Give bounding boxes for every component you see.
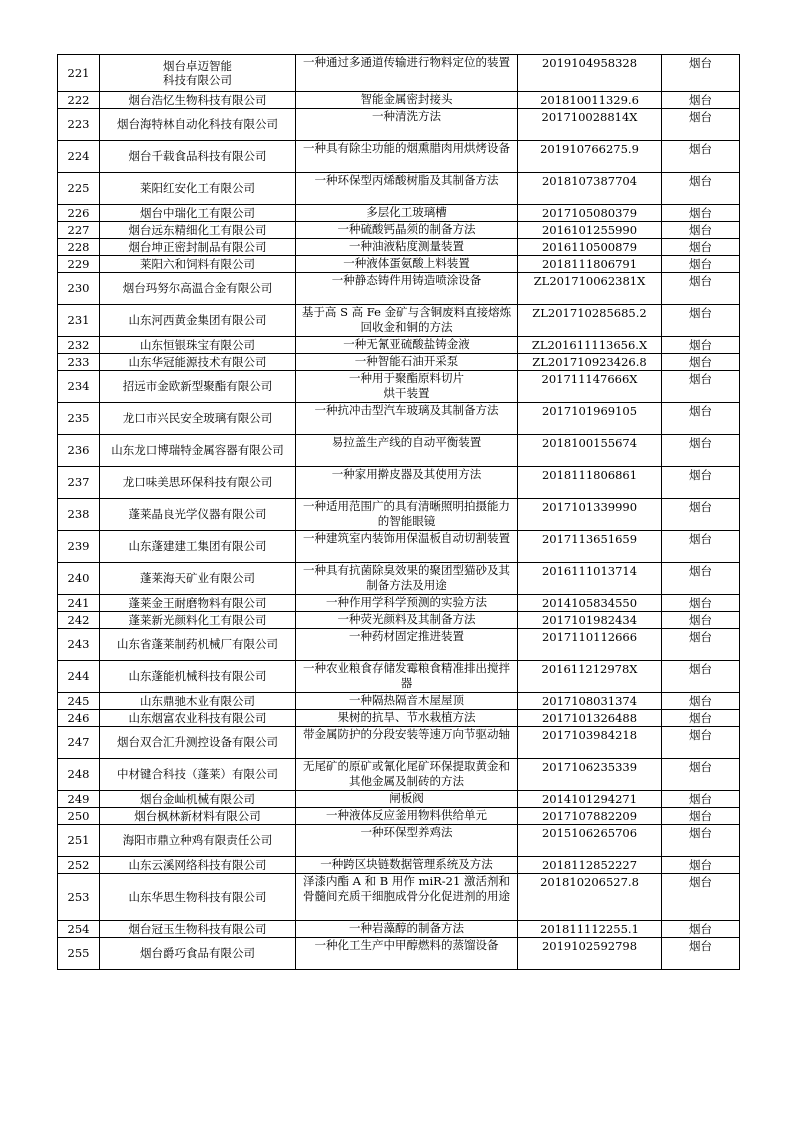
- cell-title: 一种环保型丙烯酸树脂及其制备方法: [296, 173, 518, 205]
- table-row: [58, 239, 740, 256]
- cell-title: 一种用于聚酯原料切片 烘干装置: [296, 371, 518, 403]
- table-row: [58, 499, 740, 531]
- table-row: [58, 874, 740, 921]
- cell-city: 烟台: [662, 874, 740, 921]
- cell-title: 一种环保型养鸡法: [296, 825, 518, 857]
- cell-company: 中材键合科技（蓬莱）有限公司: [100, 759, 296, 791]
- cell-city: 烟台: [662, 55, 740, 92]
- cell-title: 多层化工玻璃槽: [296, 205, 518, 222]
- table-row: [58, 141, 740, 173]
- cell-num: 229: [58, 256, 100, 273]
- cell-city: 烟台: [662, 256, 740, 273]
- cell-patent: 2017101982434: [518, 612, 662, 629]
- cell-patent: 201711147666X: [518, 371, 662, 403]
- table-row: [58, 371, 740, 403]
- cell-city: 烟台: [662, 222, 740, 239]
- cell-num: 230: [58, 273, 100, 305]
- cell-city: 烟台: [662, 759, 740, 791]
- cell-company: 山东华思生物科技有限公司: [100, 874, 296, 921]
- cell-patent: 2018100155674: [518, 435, 662, 467]
- cell-num: 250: [58, 808, 100, 825]
- cell-city: 烟台: [662, 661, 740, 693]
- cell-city: 烟台: [662, 205, 740, 222]
- cell-num: 231: [58, 305, 100, 337]
- table-row: [58, 938, 740, 970]
- cell-city: 烟台: [662, 305, 740, 337]
- cell-num: 246: [58, 710, 100, 727]
- cell-company: 烟台坤正密封制品有限公司: [100, 239, 296, 256]
- cell-city: 烟台: [662, 563, 740, 595]
- cell-title: 一种药材固定推进装置: [296, 629, 518, 661]
- cell-num: 244: [58, 661, 100, 693]
- cell-num: 232: [58, 337, 100, 354]
- cell-city: 烟台: [662, 337, 740, 354]
- cell-patent: 2017103984218: [518, 727, 662, 759]
- cell-city: 烟台: [662, 403, 740, 435]
- cell-city: 烟台: [662, 371, 740, 403]
- cell-title: 闸板阀: [296, 791, 518, 808]
- cell-num: 240: [58, 563, 100, 595]
- table-row: [58, 222, 740, 239]
- cell-patent: 2017113651659: [518, 531, 662, 563]
- cell-title: 一种具有抗菌除臭效果的聚团型猫砂及其制备方法及用途: [296, 563, 518, 595]
- cell-company: 山东龙口博瑞特金属容器有限公司: [100, 435, 296, 467]
- cell-num: 254: [58, 921, 100, 938]
- cell-num: 239: [58, 531, 100, 563]
- cell-city: 烟台: [662, 857, 740, 874]
- cell-company: 烟台千载食品科技有限公司: [100, 141, 296, 173]
- cell-patent: 2014101294271: [518, 791, 662, 808]
- table-row: [58, 710, 740, 727]
- cell-patent: 201810206527.8: [518, 874, 662, 921]
- table-row: [58, 759, 740, 791]
- cell-num: 255: [58, 938, 100, 970]
- cell-company: 山东省蓬莱制药机械厂有限公司: [100, 629, 296, 661]
- cell-title: 一种荧光颜料及其制备方法: [296, 612, 518, 629]
- cell-num: 238: [58, 499, 100, 531]
- table-row: [58, 173, 740, 205]
- cell-num: 253: [58, 874, 100, 921]
- cell-patent: 201811112255.1: [518, 921, 662, 938]
- cell-patent: 2017101326488: [518, 710, 662, 727]
- table-row: [58, 205, 740, 222]
- cell-title: 智能金属密封接头: [296, 92, 518, 109]
- cell-company: 烟台浩忆生物科技有限公司: [100, 92, 296, 109]
- cell-patent: 201710028814X: [518, 109, 662, 141]
- cell-patent: 2016111013714: [518, 563, 662, 595]
- cell-company: 山东烟富农业科技有限公司: [100, 710, 296, 727]
- table-row: [58, 256, 740, 273]
- cell-num: 223: [58, 109, 100, 141]
- cell-city: 烟台: [662, 273, 740, 305]
- table-row: [58, 563, 740, 595]
- cell-title: 一种家用擀皮器及其使用方法: [296, 467, 518, 499]
- cell-city: 烟台: [662, 612, 740, 629]
- cell-company: 蓬莱晶良光学仪器有限公司: [100, 499, 296, 531]
- cell-patent: 2019104958328: [518, 55, 662, 92]
- cell-patent: 2018111806791: [518, 256, 662, 273]
- cell-num: 251: [58, 825, 100, 857]
- cell-title: 一种具有除尘功能的烟熏腊肉用烘烤设备: [296, 141, 518, 173]
- table-row: [58, 921, 740, 938]
- cell-num: 248: [58, 759, 100, 791]
- cell-company: 烟台中瑞化工有限公司: [100, 205, 296, 222]
- cell-patent: 2018107387704: [518, 173, 662, 205]
- cell-company: 山东河西黄金集团有限公司: [100, 305, 296, 337]
- cell-num: 228: [58, 239, 100, 256]
- cell-num: 233: [58, 354, 100, 371]
- cell-num: 235: [58, 403, 100, 435]
- cell-patent: ZL201710285685.2: [518, 305, 662, 337]
- cell-city: 烟台: [662, 531, 740, 563]
- table-row: [58, 273, 740, 305]
- cell-patent: 2016101255990: [518, 222, 662, 239]
- cell-patent: 2017110112666: [518, 629, 662, 661]
- table-row: [58, 595, 740, 612]
- table-row: [58, 825, 740, 857]
- cell-num: 242: [58, 612, 100, 629]
- cell-company: 烟台海特林自动化科技有限公司: [100, 109, 296, 141]
- table-row: [58, 693, 740, 710]
- cell-patent: 201910766275.9: [518, 141, 662, 173]
- cell-city: 烟台: [662, 808, 740, 825]
- cell-title: 带金属防护的分段安装等速万向节驱动轴: [296, 727, 518, 759]
- table-row: [58, 109, 740, 141]
- table-row: [58, 629, 740, 661]
- cell-num: 224: [58, 141, 100, 173]
- cell-company: 龙口市兴民安全玻璃有限公司: [100, 403, 296, 435]
- cell-title: 无尾矿的原矿或氰化尾矿环保提取黄金和其他金属及制砖的方法: [296, 759, 518, 791]
- table-row: [58, 92, 740, 109]
- cell-num: 237: [58, 467, 100, 499]
- cell-num: 252: [58, 857, 100, 874]
- cell-company: 烟台爵巧食品有限公司: [100, 938, 296, 970]
- cell-company: 烟台金屾机械有限公司: [100, 791, 296, 808]
- patent-table-body: [58, 55, 740, 970]
- cell-patent: ZL201611113656.X: [518, 337, 662, 354]
- cell-num: 222: [58, 92, 100, 109]
- cell-title: 一种农业粮食存储发霉粮食精准排出搅拌器: [296, 661, 518, 693]
- cell-title: 一种抗冲击型汽车玻璃及其制备方法: [296, 403, 518, 435]
- cell-city: 烟台: [662, 499, 740, 531]
- cell-title: 一种液体蛋氨酸上料装置: [296, 256, 518, 273]
- cell-title: 泽漆内酯 A 和 B 用作 miR-21 激活剂和骨髓间充质干细胞成骨分化促进剂的用途: [296, 874, 518, 921]
- cell-title: 果树的抗旱、节水栽植方法: [296, 710, 518, 727]
- cell-num: 241: [58, 595, 100, 612]
- table-row: [58, 337, 740, 354]
- cell-num: 226: [58, 205, 100, 222]
- cell-company: 莱阳六和饲料有限公司: [100, 256, 296, 273]
- cell-company: 海阳市鼎立种鸡有限责任公司: [100, 825, 296, 857]
- cell-title: 一种通过多通道传输进行物料定位的装置: [296, 55, 518, 92]
- cell-company: 蓬莱金王耐磨物料有限公司: [100, 595, 296, 612]
- cell-title: 一种跨区块链数据管理系统及方法: [296, 857, 518, 874]
- cell-company: 烟台枫林新材料有限公司: [100, 808, 296, 825]
- cell-patent: 2016110500879: [518, 239, 662, 256]
- cell-patent: 2019102592798: [518, 938, 662, 970]
- cell-num: 249: [58, 791, 100, 808]
- cell-num: 225: [58, 173, 100, 205]
- cell-city: 烟台: [662, 595, 740, 612]
- cell-num: 245: [58, 693, 100, 710]
- cell-company: 蓬莱海天矿业有限公司: [100, 563, 296, 595]
- table-row: [58, 55, 740, 92]
- table-row: [58, 354, 740, 371]
- cell-company: 山东云溪网络科技有限公司: [100, 857, 296, 874]
- cell-title: 一种清洗方法: [296, 109, 518, 141]
- table-row: [58, 612, 740, 629]
- cell-city: 烟台: [662, 467, 740, 499]
- cell-title: 一种无氰亚硫酸盐铸金液: [296, 337, 518, 354]
- cell-title: 一种建筑室内装饰用保温板自动切割装置: [296, 531, 518, 563]
- cell-company: 莱阳红安化工有限公司: [100, 173, 296, 205]
- cell-company: 蓬莱新光颜料化工有限公司: [100, 612, 296, 629]
- cell-patent: ZL201710062381X: [518, 273, 662, 305]
- cell-patent: 2017106235339: [518, 759, 662, 791]
- cell-patent: 2015106265706: [518, 825, 662, 857]
- cell-city: 烟台: [662, 435, 740, 467]
- cell-num: 243: [58, 629, 100, 661]
- cell-city: 烟台: [662, 693, 740, 710]
- cell-city: 烟台: [662, 921, 740, 938]
- cell-title: 一种液体反应釜用物料供给单元: [296, 808, 518, 825]
- cell-company: 龙口味美思环保科技有限公司: [100, 467, 296, 499]
- cell-patent: 2017108031374: [518, 693, 662, 710]
- cell-patent: ZL201710923426.8: [518, 354, 662, 371]
- cell-company: 烟台卓迈智能 科技有限公司: [100, 55, 296, 92]
- cell-num: 236: [58, 435, 100, 467]
- cell-city: 烟台: [662, 710, 740, 727]
- cell-title: 一种岩藻醇的制备方法: [296, 921, 518, 938]
- cell-patent: 2017105080379: [518, 205, 662, 222]
- table-row: [58, 727, 740, 759]
- table-row: [58, 808, 740, 825]
- cell-title: 一种作用学科学预测的实验方法: [296, 595, 518, 612]
- cell-city: 烟台: [662, 109, 740, 141]
- cell-title: 一种智能石油开采泵: [296, 354, 518, 371]
- cell-title: 一种化工生产中甲醇燃料的蒸馏设备: [296, 938, 518, 970]
- cell-company: 山东华冠能源技术有限公司: [100, 354, 296, 371]
- cell-company: 山东鼎驰木业有限公司: [100, 693, 296, 710]
- cell-title: 一种油液粘度测量装置: [296, 239, 518, 256]
- cell-city: 烟台: [662, 825, 740, 857]
- cell-patent: 2017101339990: [518, 499, 662, 531]
- cell-patent: 2014105834550: [518, 595, 662, 612]
- cell-num: 247: [58, 727, 100, 759]
- cell-company: 山东恒银珠宝有限公司: [100, 337, 296, 354]
- cell-title: 基于高 S 高 Fe 金矿与含铜废料直接熔炼回收金和铜的方法: [296, 305, 518, 337]
- cell-company: 山东蓬能机械科技有限公司: [100, 661, 296, 693]
- cell-num: 234: [58, 371, 100, 403]
- cell-num: 221: [58, 55, 100, 92]
- cell-patent: 2018112852227: [518, 857, 662, 874]
- cell-company: 烟台远东精细化工有限公司: [100, 222, 296, 239]
- cell-patent: 2018111806861: [518, 467, 662, 499]
- cell-company: 烟台双合汇升测控设备有限公司: [100, 727, 296, 759]
- cell-city: 烟台: [662, 92, 740, 109]
- cell-title: 一种适用范围广的具有清晰照明拍摄能力的智能眼镜: [296, 499, 518, 531]
- cell-city: 烟台: [662, 791, 740, 808]
- cell-title: 一种硫酸钙晶须的制备方法: [296, 222, 518, 239]
- cell-patent: 2017101969105: [518, 403, 662, 435]
- table-row: [58, 403, 740, 435]
- table-row: [58, 305, 740, 337]
- cell-patent: 201611212978X: [518, 661, 662, 693]
- table-row: [58, 435, 740, 467]
- cell-city: 烟台: [662, 727, 740, 759]
- cell-company: 山东蓬建建工集团有限公司: [100, 531, 296, 563]
- cell-num: 227: [58, 222, 100, 239]
- table-row: [58, 467, 740, 499]
- table-row: [58, 661, 740, 693]
- cell-city: 烟台: [662, 141, 740, 173]
- cell-company: 招远市金欧新型聚酯有限公司: [100, 371, 296, 403]
- cell-company: 烟台玛努尔高温合金有限公司: [100, 273, 296, 305]
- cell-city: 烟台: [662, 938, 740, 970]
- table-row: [58, 857, 740, 874]
- table-row: [58, 531, 740, 563]
- patent-table: [57, 54, 740, 970]
- cell-city: 烟台: [662, 629, 740, 661]
- cell-city: 烟台: [662, 354, 740, 371]
- cell-patent: 201810011329.6: [518, 92, 662, 109]
- cell-title: 一种静态铸件用铸造喷涂设备: [296, 273, 518, 305]
- table-row: [58, 791, 740, 808]
- cell-title: 一种隔热隔音木屋屋顶: [296, 693, 518, 710]
- cell-title: 易拉盖生产线的自动平衡装置: [296, 435, 518, 467]
- cell-city: 烟台: [662, 239, 740, 256]
- cell-company: 烟台冠玉生物科技有限公司: [100, 921, 296, 938]
- cell-patent: 2017107882209: [518, 808, 662, 825]
- cell-city: 烟台: [662, 173, 740, 205]
